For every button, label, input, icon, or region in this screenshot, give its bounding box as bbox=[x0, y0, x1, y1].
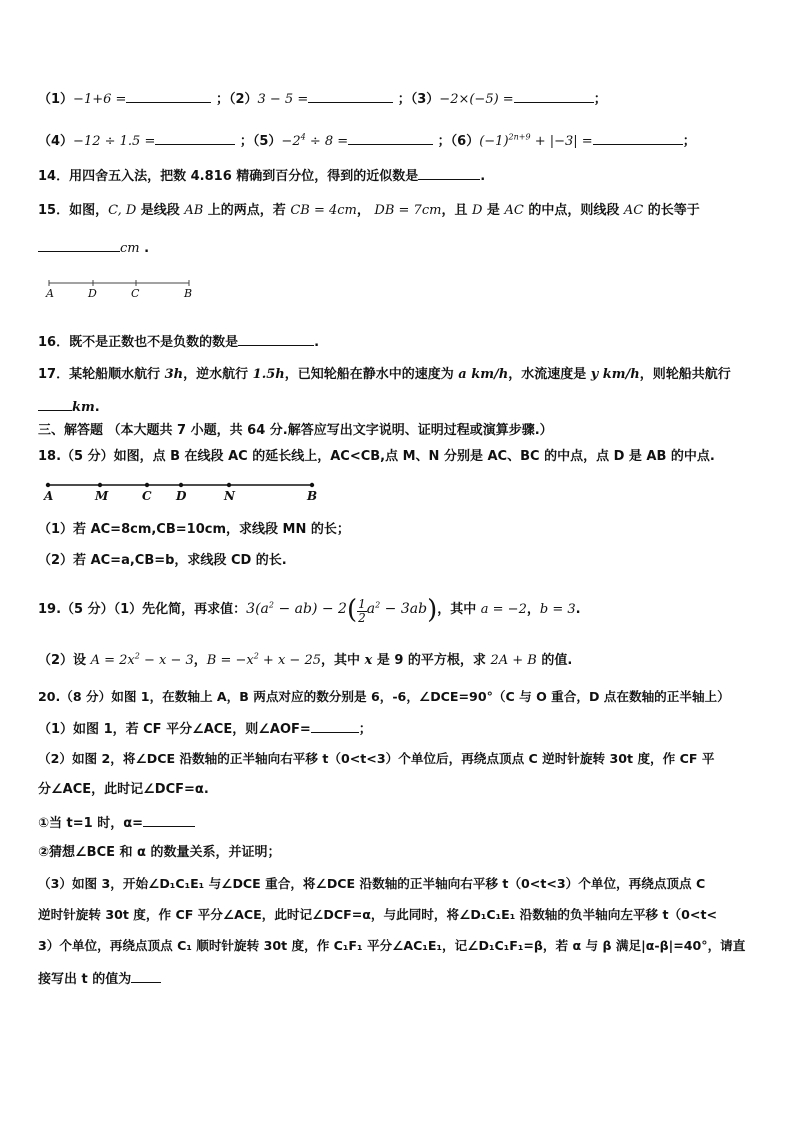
q18-title bbox=[38, 448, 715, 466]
q13-p3-blank[interactable] bbox=[514, 89, 594, 103]
q18-label-n: N bbox=[224, 489, 235, 503]
q19-ask: 2A + B bbox=[490, 653, 537, 668]
q14-end: . bbox=[480, 169, 486, 184]
q20-s2b bbox=[38, 781, 209, 799]
q19-ab-1: − ab bbox=[274, 601, 312, 617]
q17-v2: y km/h bbox=[590, 367, 640, 382]
q15-label-b: B bbox=[184, 287, 193, 300]
q18-point-c bbox=[145, 483, 149, 487]
q13-p6-base: (−1) bbox=[479, 134, 509, 149]
q18-sub1 bbox=[38, 521, 350, 539]
q20-c2-text: ②猜想∠BCE 和 α 的数量关系，并证明； bbox=[38, 845, 281, 860]
q19-A-exp: 2 bbox=[134, 651, 140, 661]
q13-p3-expr: −2×(−5) = bbox=[439, 92, 514, 107]
q13-row1 bbox=[38, 89, 607, 109]
q19-sub2-mid: ，其中 bbox=[321, 653, 365, 668]
q13-p5-base: −2 bbox=[281, 134, 301, 149]
q15-figure bbox=[46, 278, 196, 302]
q15-segment-svg bbox=[46, 278, 196, 302]
q13-p4-blank[interactable] bbox=[155, 131, 235, 145]
q17-p4: ，水流速度是 bbox=[508, 367, 591, 382]
q20-s3c-text: 3）个单位，再绕点顶点 C₁ 顺时针旋转 30t 度，作 C₁F₁ 平分∠AC₁E₁，记∠D₁C₁F₁=β，若 α 与 β 满足|α-β|=40°，请直 bbox=[38, 938, 746, 953]
q13-p2-expr: 3 − 5 = bbox=[257, 92, 309, 107]
q18-figure bbox=[42, 478, 332, 508]
q15-blank[interactable] bbox=[38, 238, 120, 252]
q19-end: . bbox=[575, 602, 581, 617]
q13-p5-rest: ÷ 8 = bbox=[305, 134, 349, 149]
q19-comma2: ， bbox=[193, 653, 207, 668]
q13-p6-expr bbox=[479, 134, 592, 149]
q13-r1-end: ； bbox=[593, 92, 607, 107]
q16-end: . bbox=[314, 335, 320, 350]
q18-point-a bbox=[46, 483, 50, 487]
q19-tail: ，其中 bbox=[437, 602, 481, 617]
q20-s3d-blank[interactable] bbox=[131, 969, 161, 983]
q19-sub2-end: 的值. bbox=[536, 653, 573, 668]
q17-t2: 1.5h bbox=[252, 367, 285, 382]
q20-s2a-text: （2）如图 2，将∠DCE 沿数轴的正半轴向右平移 t（0<t<3）个单位后，再绕点顶点 C 逆时针旋转 30t 度，作 CF 平 bbox=[38, 751, 715, 766]
q19-B-exp: 2 bbox=[253, 651, 259, 661]
q20-s2b-text: 分∠ACE，此时记∠DCF=α. bbox=[38, 782, 209, 797]
q20-s1-end: ； bbox=[358, 722, 372, 737]
q20-c1-text: ①当 t=1 时，α= bbox=[38, 816, 144, 831]
q15-cd: C, D bbox=[108, 203, 137, 218]
q19-big-paren-close: ) bbox=[427, 595, 438, 625]
q19-B-a: B = −x bbox=[206, 653, 254, 668]
q19-A-a: A = 2x bbox=[90, 653, 135, 668]
q15-p3: 上的两点，若 bbox=[203, 203, 291, 218]
q13-p4-label: （4） bbox=[38, 134, 74, 149]
q15-p8: 的长等于 bbox=[643, 203, 700, 218]
q19-coef3: 3 bbox=[246, 601, 256, 617]
q15-p1: 15．如图， bbox=[38, 203, 109, 218]
q19-frac bbox=[357, 598, 367, 625]
q20-s1-text: （1）如图 1，若 CF 平分∠ACE，则∠AOF= bbox=[38, 722, 311, 737]
q20-c1 bbox=[38, 813, 195, 833]
q19-A-b: − x − 3 bbox=[139, 653, 194, 668]
q13-r2-end: ； bbox=[682, 134, 696, 149]
q14-text: 14．用四舍五入法，把数 4.816 精确到百分位，得到的近似数是 bbox=[38, 169, 419, 184]
q15-stem bbox=[38, 202, 700, 220]
q17-stem bbox=[38, 366, 731, 384]
q19-minus2: − 2 bbox=[317, 601, 347, 617]
q18-sub2 bbox=[38, 552, 287, 570]
q15-p5: ，且 bbox=[441, 203, 472, 218]
q20-s3a-text: （3）如图 3，开始∠D₁C₁E₁ 与∠DCE 重合，将∠DCE 沿数轴的正半轴向右平移 t（0<t<3）个单位，再绕点顶点 C bbox=[38, 876, 706, 891]
q19-sub2-mid2: 是 9 的平方根，求 bbox=[372, 653, 491, 668]
q17-answer-line bbox=[38, 397, 100, 417]
q19-expr: $3(a^2 - ab) - 2$( $\frac{1}{2}$ $a^2 - 3ab$) bbox=[246, 595, 438, 625]
q19-sub1 bbox=[38, 595, 581, 625]
q13-p2-label: ；（2） bbox=[215, 92, 258, 107]
q20-s3a bbox=[38, 875, 705, 893]
q18-label-a: A bbox=[44, 489, 54, 503]
q19-frac-num: 1 bbox=[358, 597, 366, 611]
q19-b-val: b = 3 bbox=[539, 602, 576, 617]
q19-B-expr bbox=[207, 653, 321, 668]
q20-s3b bbox=[38, 906, 717, 924]
q15-p2: 是线段 bbox=[136, 203, 185, 218]
q15-ab: AB bbox=[184, 203, 204, 218]
q18-sub2-text: （2）若 AC=a,CB=b，求线段 CD 的长. bbox=[38, 553, 287, 568]
q13-p6-rest: + |−3| = bbox=[530, 134, 593, 149]
q20-s3c bbox=[38, 937, 745, 955]
q19-sub2-head: （2）设 bbox=[38, 653, 91, 668]
q15-answer-line bbox=[38, 238, 149, 258]
q20-title-text: 20.（8 分）如图 1，在数轴上 A，B 两点对应的数分别是 6，-6，∠DCE=90°（C 与 O 重合，D 点在数轴的正半轴上） bbox=[38, 689, 730, 704]
q15-label-c: C bbox=[131, 287, 140, 300]
q14 bbox=[38, 166, 485, 186]
q13-p4-expr: −12 ÷ 1.5 = bbox=[73, 134, 156, 149]
q19-frac-den: 2 bbox=[358, 611, 366, 625]
q17-unit: km bbox=[72, 400, 95, 415]
q13-p6-exp: 2n+9 bbox=[508, 132, 531, 142]
q17-end: . bbox=[94, 400, 100, 415]
q13-p1-blank[interactable] bbox=[126, 89, 211, 103]
q15-cb: CB = 4cm bbox=[290, 203, 357, 218]
q19-B-b: + x − 25 bbox=[258, 653, 321, 668]
q15-d: D bbox=[471, 203, 483, 218]
q17-t1: 3h bbox=[164, 367, 184, 382]
q13-p1-label: （1） bbox=[38, 92, 74, 107]
q19-exp-1: 2 bbox=[268, 600, 274, 610]
q18-segment-svg bbox=[42, 478, 332, 492]
section-3-text: 三、解答题 （本大题共 7 小题，共 64 分.解答应写出文字说明、证明过程或演算步骤.） bbox=[38, 423, 553, 438]
q19-a-val: a = −2 bbox=[480, 602, 527, 617]
q13-row2 bbox=[38, 131, 696, 151]
q16-blank[interactable] bbox=[238, 332, 314, 346]
q18-point-d bbox=[179, 483, 183, 487]
q19-x: x bbox=[364, 653, 373, 668]
q17-blank[interactable] bbox=[38, 397, 72, 411]
q18-label-d: D bbox=[176, 489, 187, 503]
q19-head: 19.（5 分）（1）先化简，再求值： bbox=[38, 602, 247, 617]
q15-p6: 是 bbox=[482, 203, 505, 218]
q13-p3-label: ；（3） bbox=[397, 92, 440, 107]
q18-sub1-text: （1）若 AC=8cm,CB=10cm，求线段 MN 的长； bbox=[38, 522, 350, 537]
q15-p7: 的中点，则线段 bbox=[523, 203, 624, 218]
q18-point-b bbox=[310, 483, 314, 487]
q20-c2 bbox=[38, 844, 281, 862]
q17-p2: ，逆水航行 bbox=[183, 367, 253, 382]
q15-p4: ， bbox=[356, 203, 375, 218]
q18-point-m bbox=[98, 483, 102, 487]
q19-big-paren-open: ( bbox=[346, 595, 358, 625]
section-3-heading bbox=[38, 422, 553, 440]
q13-p6-label: ；（6） bbox=[437, 134, 480, 149]
q15-ac2: AC bbox=[623, 203, 644, 218]
q15-label-d: D bbox=[88, 287, 97, 300]
q20-s1-blank[interactable] bbox=[311, 719, 359, 733]
q14-blank[interactable] bbox=[418, 166, 480, 180]
q18-label-m: M bbox=[95, 489, 109, 503]
q18-label-c: C bbox=[142, 489, 152, 503]
q20-s1 bbox=[38, 719, 372, 739]
q19-comma: ， bbox=[526, 602, 540, 617]
q20-title bbox=[38, 688, 730, 706]
q19-sub2 bbox=[38, 652, 572, 670]
q20-s3d bbox=[38, 969, 161, 989]
q15-label-a: A bbox=[46, 287, 54, 300]
q18-title-text: 18.（5 分）如图，点 B 在线段 AC 的延长线上，AC<CB,点 M、N 分别是 AC、BC 的中点，点 D 是 AB 的中点. bbox=[38, 449, 715, 464]
q17-p5: ，则轮船共航行 bbox=[639, 367, 731, 382]
q17-v1: a km/h bbox=[458, 367, 509, 382]
q15-db: DB = 7cm bbox=[374, 203, 442, 218]
q19-a-1: a bbox=[260, 601, 269, 617]
q13-p2-blank[interactable] bbox=[308, 89, 393, 103]
q17-p1: 17．某轮船顺水航行 bbox=[38, 367, 165, 382]
q19-A-expr bbox=[91, 653, 194, 668]
q19-exp-2: 2 bbox=[375, 600, 381, 610]
q13-p5-expr bbox=[281, 134, 348, 149]
q13-p5-label: ；（5） bbox=[239, 134, 282, 149]
q20-s2a bbox=[38, 750, 714, 768]
q17-p3: ，已知轮船在静水中的速度为 bbox=[284, 367, 459, 382]
q15-unit-end: . bbox=[139, 241, 150, 256]
q20-s3b-text: 逆时针旋转 30t 度，作 CF 平分∠ACE，此时记∠DCF=α，与此同时，将∠D₁C₁E₁ 沿数轴的负半轴向左平移 t（0<t< bbox=[38, 907, 718, 922]
q16-text: 16．既不是正数也不是负数的数是 bbox=[38, 335, 239, 350]
q13-p5-exp: 4 bbox=[300, 132, 306, 142]
q15-ac: AC bbox=[504, 203, 524, 218]
q18-label-b: B bbox=[307, 489, 318, 503]
q13-p5-blank[interactable] bbox=[348, 131, 433, 145]
q13-p6-blank[interactable] bbox=[593, 131, 683, 145]
q20-c1-blank[interactable] bbox=[143, 813, 195, 827]
q19-ab-2: − 3ab bbox=[380, 601, 428, 617]
q19-a-2: a bbox=[366, 601, 376, 617]
q16 bbox=[38, 332, 319, 352]
q15-unit: cm bbox=[120, 241, 140, 256]
q18-point-n bbox=[227, 483, 231, 487]
q20-s3d-text: 接写出 t 的值为 bbox=[38, 972, 132, 987]
q13-p1-expr: −1+6 = bbox=[73, 92, 127, 107]
